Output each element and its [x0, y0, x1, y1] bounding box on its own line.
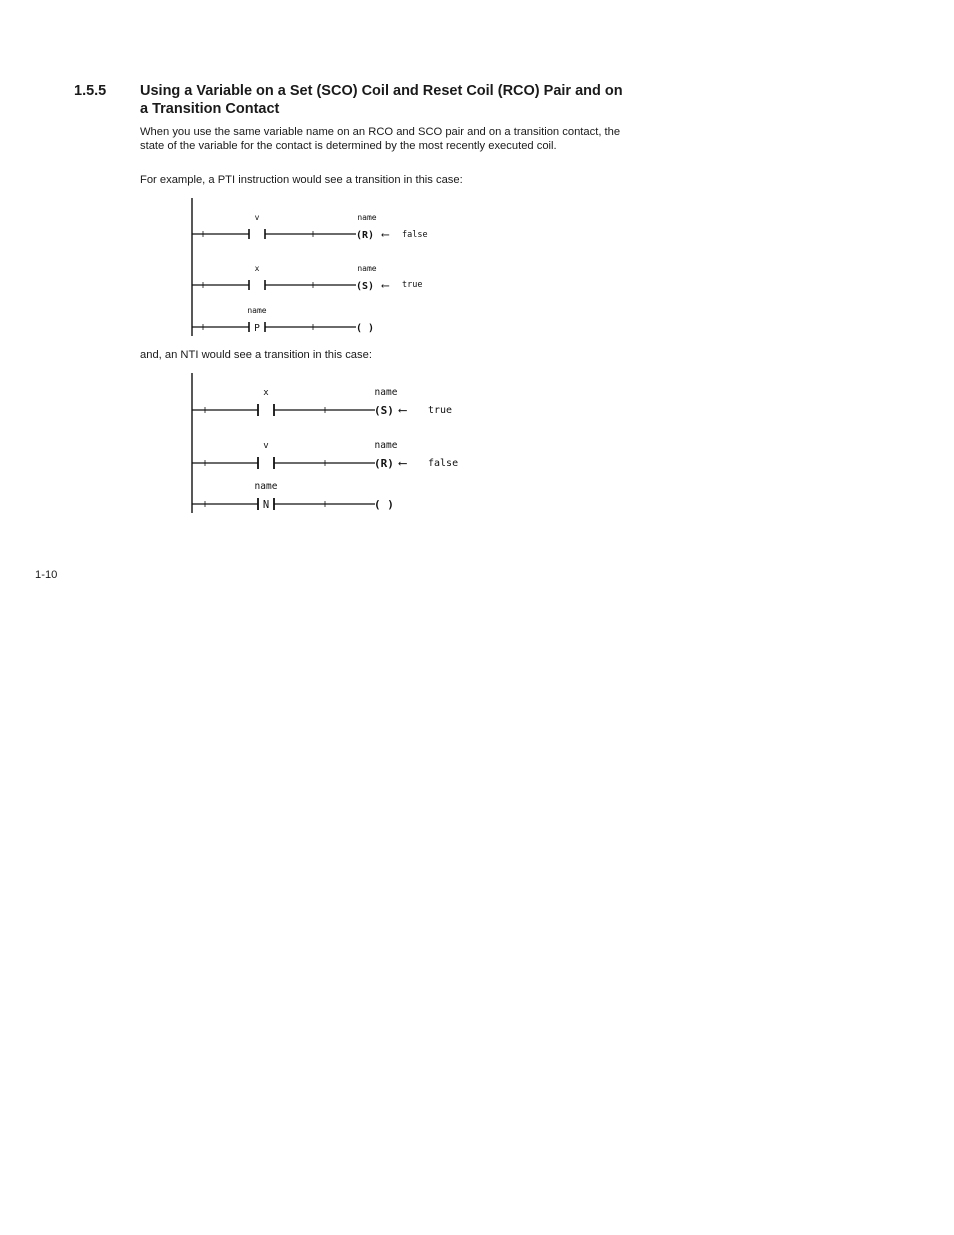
section-title: Using a Variable on a Set (SCO) Coil and Reset Coil (RCO) Pair and on a Transition Contact: [140, 83, 623, 117]
rung-2-contact-label: x: [254, 264, 260, 273]
rung-2: [192, 280, 356, 290]
rung-3-contact-label: name: [247, 306, 267, 315]
rung-1-annotation: false: [402, 230, 428, 240]
section-number: 1.5.5: [74, 83, 107, 99]
rung-2-arrow: ⟵: [399, 456, 407, 470]
rung-3-contact-symbol: N: [262, 499, 270, 511]
rung-1-coil-label: name: [374, 387, 398, 398]
rung-2-contact-label: v: [263, 441, 269, 451]
rung-3-contact-label: name: [254, 481, 278, 492]
rung-2: [192, 457, 375, 469]
rung-2-coil-symbol: (R): [374, 457, 394, 470]
rung-3: [192, 322, 356, 332]
rung-1-contact-label: x: [263, 388, 269, 398]
rung-1: [192, 404, 375, 416]
rung-2-arrow: ⟵: [382, 279, 389, 292]
nti-example-paragraph: and, an NTI would see a transition in this case:: [140, 349, 372, 361]
rung-2-coil-symbol: (S): [356, 281, 375, 292]
rung-2-coil-label: name: [357, 264, 377, 273]
pti-example-paragraph: For example, a PTI instruction would see a transition in this case:: [140, 174, 463, 186]
rung-1-arrow: ⟵: [382, 228, 389, 241]
rung-1-annotation: true: [428, 405, 453, 416]
pti-ladder-diagram: [185, 196, 445, 341]
rung-1: [192, 229, 356, 239]
rung-3-coil-symbol: ( ): [374, 498, 394, 511]
rung-3: [192, 498, 375, 510]
rung-1-coil-symbol: (R): [356, 230, 375, 241]
rung-3-contact-symbol: P: [254, 323, 260, 334]
rung-3-coil-symbol: ( ): [356, 323, 375, 334]
page-number: 1-10: [35, 569, 58, 581]
rung-2-annotation: true: [402, 280, 423, 290]
rung-1-coil-symbol: (S): [374, 404, 394, 417]
rung-1-contact-label: v: [254, 213, 260, 222]
rung-2-coil-label: name: [374, 440, 398, 451]
rung-2-annotation: false: [428, 458, 459, 469]
rung-1-coil-label: name: [357, 213, 377, 222]
rung-1-arrow: ⟵: [399, 403, 407, 417]
nti-ladder-diagram: [185, 371, 470, 517]
intro-paragraph: When you use the same variable name on an RCO and SCO pair and on a transition contact, the state of the variable for the contact is determined by the most recently executed coil.: [140, 126, 621, 152]
